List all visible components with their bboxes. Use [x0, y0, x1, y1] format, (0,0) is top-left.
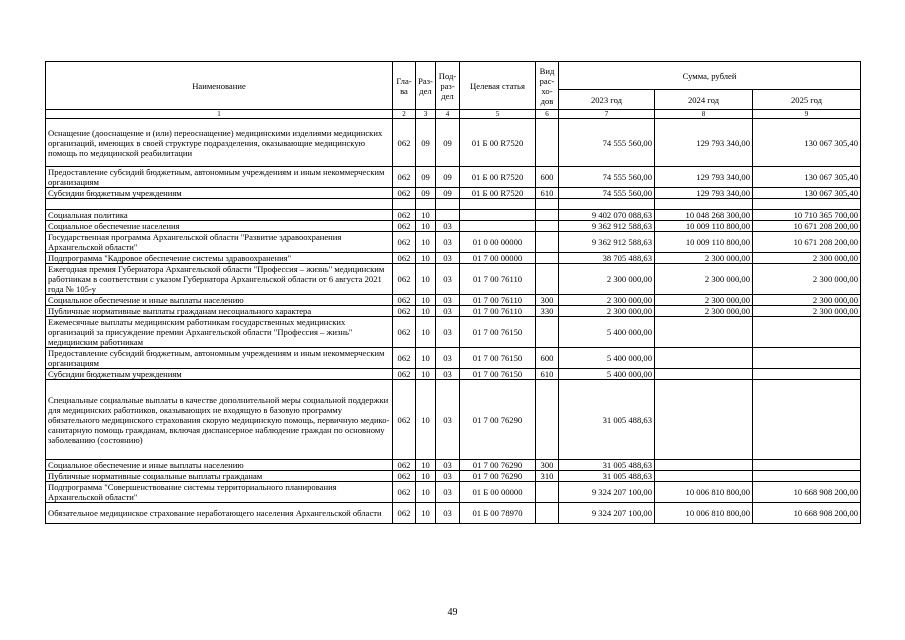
- row-podrazdel: 03: [436, 348, 460, 369]
- row-podrazdel: 03: [436, 264, 460, 295]
- table-row: [46, 503, 861, 524]
- row-target: 01 7 00 76110: [460, 295, 536, 306]
- row-podrazdel: 09: [436, 167, 460, 188]
- row-sum-2023: 2 300 000,00: [559, 264, 655, 295]
- row-razdel: [416, 199, 436, 210]
- row-name: Социальное обеспечение и иные выплаты населению: [46, 295, 393, 306]
- row-name: Субсидии бюджетным учреждениям: [46, 369, 393, 380]
- row-sum-2025: [753, 369, 861, 380]
- row-glava: 062: [393, 306, 416, 317]
- row-sum-2024: 10 048 268 300,00: [655, 210, 753, 221]
- row-razdel: 10: [416, 380, 436, 460]
- row-sum-2023: 31 005 488,63: [559, 380, 655, 460]
- row-vid: 600: [536, 167, 559, 188]
- column-number: 8: [655, 110, 753, 119]
- row-podrazdel: 09: [436, 119, 460, 167]
- header-podrazdel: Под- раз- дел: [436, 62, 460, 110]
- row-sum-2025: [753, 317, 861, 348]
- row-sum-2023: 2 300 000,00: [559, 306, 655, 317]
- row-vid: [536, 119, 559, 167]
- row-name: [46, 199, 393, 210]
- row-podrazdel: 03: [436, 503, 460, 524]
- row-sum-2023: 38 705 488,63: [559, 253, 655, 264]
- row-podrazdel: 03: [436, 471, 460, 482]
- row-name: Подпрограмма "Кадровое обеспечение системы здравоохранения": [46, 253, 393, 264]
- row-glava: 062: [393, 253, 416, 264]
- row-target: 01 Б 00 78970: [460, 503, 536, 524]
- row-podrazdel: [436, 199, 460, 210]
- row-razdel: 10: [416, 369, 436, 380]
- row-vid: [536, 199, 559, 210]
- row-vid: [536, 221, 559, 232]
- row-sum-2025: 2 300 000,00: [753, 253, 861, 264]
- row-sum-2025: 10 671 208 200,00: [753, 232, 861, 253]
- row-sum-2024: 10 006 810 800,00: [655, 482, 753, 503]
- row-sum-2024: 2 300 000,00: [655, 295, 753, 306]
- row-razdel: 10: [416, 306, 436, 317]
- row-target: 01 7 00 76110: [460, 264, 536, 295]
- row-sum-2024: 129 793 340,00: [655, 119, 753, 167]
- table-row: [46, 188, 861, 199]
- header-2024: 2024 год: [655, 90, 753, 110]
- table-row: [46, 232, 861, 253]
- row-razdel: 10: [416, 471, 436, 482]
- row-vid: [536, 482, 559, 503]
- row-glava: 062: [393, 348, 416, 369]
- row-razdel: 10: [416, 253, 436, 264]
- row-sum-2024: 2 300 000,00: [655, 264, 753, 295]
- row-sum-2024: 2 300 000,00: [655, 306, 753, 317]
- row-razdel: 09: [416, 188, 436, 199]
- row-glava: 062: [393, 503, 416, 524]
- row-sum-2024: 129 793 340,00: [655, 167, 753, 188]
- row-razdel: 09: [416, 119, 436, 167]
- row-vid: 310: [536, 471, 559, 482]
- row-sum-2024: 129 793 340,00: [655, 188, 753, 199]
- row-glava: 062: [393, 232, 416, 253]
- column-number: 2: [393, 110, 416, 119]
- row-sum-2025: 130 067 305,40: [753, 119, 861, 167]
- table-row: [46, 380, 861, 460]
- row-sum-2023: 74 555 560,00: [559, 167, 655, 188]
- row-sum-2025: 2 300 000,00: [753, 264, 861, 295]
- row-target: 01 7 00 76290: [460, 460, 536, 471]
- row-sum-2023: 9 324 207 100,00: [559, 482, 655, 503]
- row-sum-2025: 10 671 208 200,00: [753, 221, 861, 232]
- row-target: 01 7 00 76150: [460, 317, 536, 348]
- row-sum-2025: [753, 380, 861, 460]
- row-sum-2025: 130 067 305,40: [753, 167, 861, 188]
- row-sum-2024: [655, 460, 753, 471]
- row-razdel: 10: [416, 503, 436, 524]
- row-vid: 610: [536, 369, 559, 380]
- row-glava: 062: [393, 295, 416, 306]
- column-number: 4: [436, 110, 460, 119]
- row-razdel: 10: [416, 482, 436, 503]
- header-vid: Вид рас- хо- дов: [536, 62, 559, 110]
- row-glava: 062: [393, 119, 416, 167]
- table-row: [46, 221, 861, 232]
- row-sum-2023: 2 300 000,00: [559, 295, 655, 306]
- header-2023: 2023 год: [559, 90, 655, 110]
- header-sum: Сумма, рублей: [559, 62, 861, 90]
- row-vid: [536, 253, 559, 264]
- row-podrazdel: 03: [436, 317, 460, 348]
- row-glava: 062: [393, 369, 416, 380]
- row-name: Публичные нормативные выплаты гражданам несоциального характера: [46, 306, 393, 317]
- row-target: 01 7 00 76290: [460, 471, 536, 482]
- table-row: [46, 210, 861, 221]
- row-name: Ежегодная премия Губернатора Архангельской области "Профессия – жизнь" медицинским работникам в соответствии с указом Губернатора Архангельской области от 6 августа 2021 года № 105-у: [46, 264, 393, 295]
- row-name: Социальная политика: [46, 210, 393, 221]
- row-sum-2025: 10 710 365 700,00: [753, 210, 861, 221]
- row-name: Социальное обеспечение населения: [46, 221, 393, 232]
- row-sum-2023: 5 400 000,00: [559, 317, 655, 348]
- budget-table: [45, 61, 861, 524]
- table-row: [46, 167, 861, 188]
- row-sum-2025: 10 668 908 200,00: [753, 482, 861, 503]
- table-row: [46, 460, 861, 471]
- header-name: Наименование: [46, 62, 393, 110]
- row-target: 01 Б 00 R7520: [460, 188, 536, 199]
- table-row: [46, 295, 861, 306]
- row-name: Оснащение (дооснащение и (или) переоснащение) медицинскими изделиями медицинских организаций, имеющих в своей структуре подразделения, оказывающие медицинскую помощь по медицинской реабилитации: [46, 119, 393, 167]
- row-sum-2023: 9 402 070 088,63: [559, 210, 655, 221]
- row-name: Подпрограмма "Совершенствование системы территориального планирования Архангельской области": [46, 482, 393, 503]
- row-sum-2024: 2 300 000,00: [655, 253, 753, 264]
- row-vid: 330: [536, 306, 559, 317]
- row-sum-2024: 10 009 110 800,00: [655, 221, 753, 232]
- row-glava: 062: [393, 210, 416, 221]
- row-vid: 300: [536, 460, 559, 471]
- row-sum-2023: 9 362 912 588,63: [559, 232, 655, 253]
- row-sum-2023: 74 555 560,00: [559, 188, 655, 199]
- page-number: 49: [447, 607, 458, 618]
- row-name: Предоставление субсидий бюджетным, автономным учреждениям и иным некоммерческим организациям: [46, 167, 393, 188]
- row-sum-2025: [753, 471, 861, 482]
- row-podrazdel: 09: [436, 188, 460, 199]
- row-razdel: 10: [416, 295, 436, 306]
- row-name: Государственная программа Архангельской области "Развитие здравоохранения Архангельской области": [46, 232, 393, 253]
- row-target: 01 Б 00 00000: [460, 482, 536, 503]
- row-vid: [536, 210, 559, 221]
- row-target: [460, 199, 536, 210]
- table-row: [46, 317, 861, 348]
- row-vid: 610: [536, 188, 559, 199]
- row-vid: 300: [536, 295, 559, 306]
- row-sum-2025: [753, 199, 861, 210]
- row-sum-2024: [655, 199, 753, 210]
- row-podrazdel: 03: [436, 221, 460, 232]
- row-sum-2023: [559, 199, 655, 210]
- row-podrazdel: 03: [436, 295, 460, 306]
- table-row: [46, 119, 861, 167]
- row-name: Обязательное медицинское страхование неработающего населения Архангельской области: [46, 503, 393, 524]
- row-name: Публичные нормативные социальные выплаты гражданам: [46, 471, 393, 482]
- column-number: 6: [536, 110, 559, 119]
- column-number: 9: [753, 110, 861, 119]
- row-name: Субсидии бюджетным учреждениям: [46, 188, 393, 199]
- row-name: Ежемесячные выплаты медицинским работникам государственных медицинских организаций за присуждение премии Архангельской области "Профессия – жизнь" медицинским работникам: [46, 317, 393, 348]
- row-sum-2023: 31 005 488,63: [559, 460, 655, 471]
- row-name: Социальное обеспечение и иные выплаты населению: [46, 460, 393, 471]
- column-number: 5: [460, 110, 536, 119]
- row-sum-2024: [655, 317, 753, 348]
- header-razdel: Раз- дел: [416, 62, 436, 110]
- row-vid: [536, 317, 559, 348]
- row-glava: 062: [393, 167, 416, 188]
- row-glava: 062: [393, 380, 416, 460]
- row-sum-2023: 31 005 488,63: [559, 471, 655, 482]
- row-target: 01 7 00 76150: [460, 348, 536, 369]
- row-sum-2025: 10 668 908 200,00: [753, 503, 861, 524]
- row-glava: [393, 199, 416, 210]
- table-row: [46, 348, 861, 369]
- row-sum-2023: 5 400 000,00: [559, 348, 655, 369]
- table-row: [46, 264, 861, 295]
- row-sum-2025: 130 067 305,40: [753, 188, 861, 199]
- row-sum-2024: [655, 369, 753, 380]
- row-razdel: 10: [416, 460, 436, 471]
- row-podrazdel: [436, 210, 460, 221]
- row-target: 01 7 00 76110: [460, 306, 536, 317]
- row-razdel: 10: [416, 317, 436, 348]
- table-body: [46, 110, 861, 524]
- row-vid: [536, 264, 559, 295]
- row-target: 01 0 00 00000: [460, 232, 536, 253]
- row-name: Специальные социальные выплаты в качестве дополнительной меры социальной поддержки для медицинских работников, оказывающих не входящую в базовую программу обязательного медицинского страхования скорую медицинскую помощь, первичную медико-санитарную помощь гражданам, включая диспансерное наблюдение граждан по основному заболеванию (состоянию): [46, 380, 393, 460]
- row-razdel: 10: [416, 264, 436, 295]
- row-glava: 062: [393, 482, 416, 503]
- row-glava: 062: [393, 317, 416, 348]
- table-row: [46, 306, 861, 317]
- row-razdel: 09: [416, 167, 436, 188]
- column-number: 1: [46, 110, 393, 119]
- row-sum-2023: 9 324 207 100,00: [559, 503, 655, 524]
- table-row: [46, 471, 861, 482]
- row-sum-2024: 10 009 110 800,00: [655, 232, 753, 253]
- row-sum-2024: 10 006 810 800,00: [655, 503, 753, 524]
- row-sum-2025: [753, 348, 861, 369]
- row-name: Предоставление субсидий бюджетным, автономным учреждениям и иным некоммерческим организациям: [46, 348, 393, 369]
- row-vid: [536, 232, 559, 253]
- row-podrazdel: 03: [436, 232, 460, 253]
- row-razdel: 10: [416, 221, 436, 232]
- row-sum-2023: 74 555 560,00: [559, 119, 655, 167]
- row-sum-2023: 9 362 912 588,63: [559, 221, 655, 232]
- row-podrazdel: 03: [436, 306, 460, 317]
- row-vid: 600: [536, 348, 559, 369]
- table-row: [46, 199, 861, 210]
- row-vid: [536, 503, 559, 524]
- row-target: 01 Б 00 R7520: [460, 167, 536, 188]
- column-number: 3: [416, 110, 436, 119]
- header-target: Целевая статья: [460, 62, 536, 110]
- row-sum-2023: 5 400 000,00: [559, 369, 655, 380]
- column-numbers-row: [46, 110, 861, 119]
- row-sum-2024: [655, 471, 753, 482]
- column-number: 7: [559, 110, 655, 119]
- row-razdel: 10: [416, 348, 436, 369]
- table-row: [46, 482, 861, 503]
- row-glava: 062: [393, 221, 416, 232]
- row-podrazdel: 03: [436, 253, 460, 264]
- row-vid: [536, 380, 559, 460]
- row-sum-2024: [655, 348, 753, 369]
- row-target: [460, 221, 536, 232]
- row-target: 01 7 00 00000: [460, 253, 536, 264]
- row-sum-2024: [655, 380, 753, 460]
- row-glava: 062: [393, 471, 416, 482]
- row-glava: 062: [393, 460, 416, 471]
- row-sum-2025: [753, 460, 861, 471]
- header-2025: 2025 год: [753, 90, 861, 110]
- row-razdel: 10: [416, 232, 436, 253]
- row-sum-2025: 2 300 000,00: [753, 295, 861, 306]
- row-glava: 062: [393, 188, 416, 199]
- row-sum-2025: 2 300 000,00: [753, 306, 861, 317]
- table-row: [46, 369, 861, 380]
- table-row: [46, 253, 861, 264]
- row-podrazdel: 03: [436, 460, 460, 471]
- row-podrazdel: 03: [436, 380, 460, 460]
- header-glava: Гла- ва: [393, 62, 416, 110]
- row-target: [460, 210, 536, 221]
- row-target: 01 7 00 76290: [460, 380, 536, 460]
- row-target: 01 7 00 76150: [460, 369, 536, 380]
- row-razdel: 10: [416, 210, 436, 221]
- row-podrazdel: 03: [436, 482, 460, 503]
- row-podrazdel: 03: [436, 369, 460, 380]
- row-target: 01 Б 00 R7520: [460, 119, 536, 167]
- row-glava: 062: [393, 264, 416, 295]
